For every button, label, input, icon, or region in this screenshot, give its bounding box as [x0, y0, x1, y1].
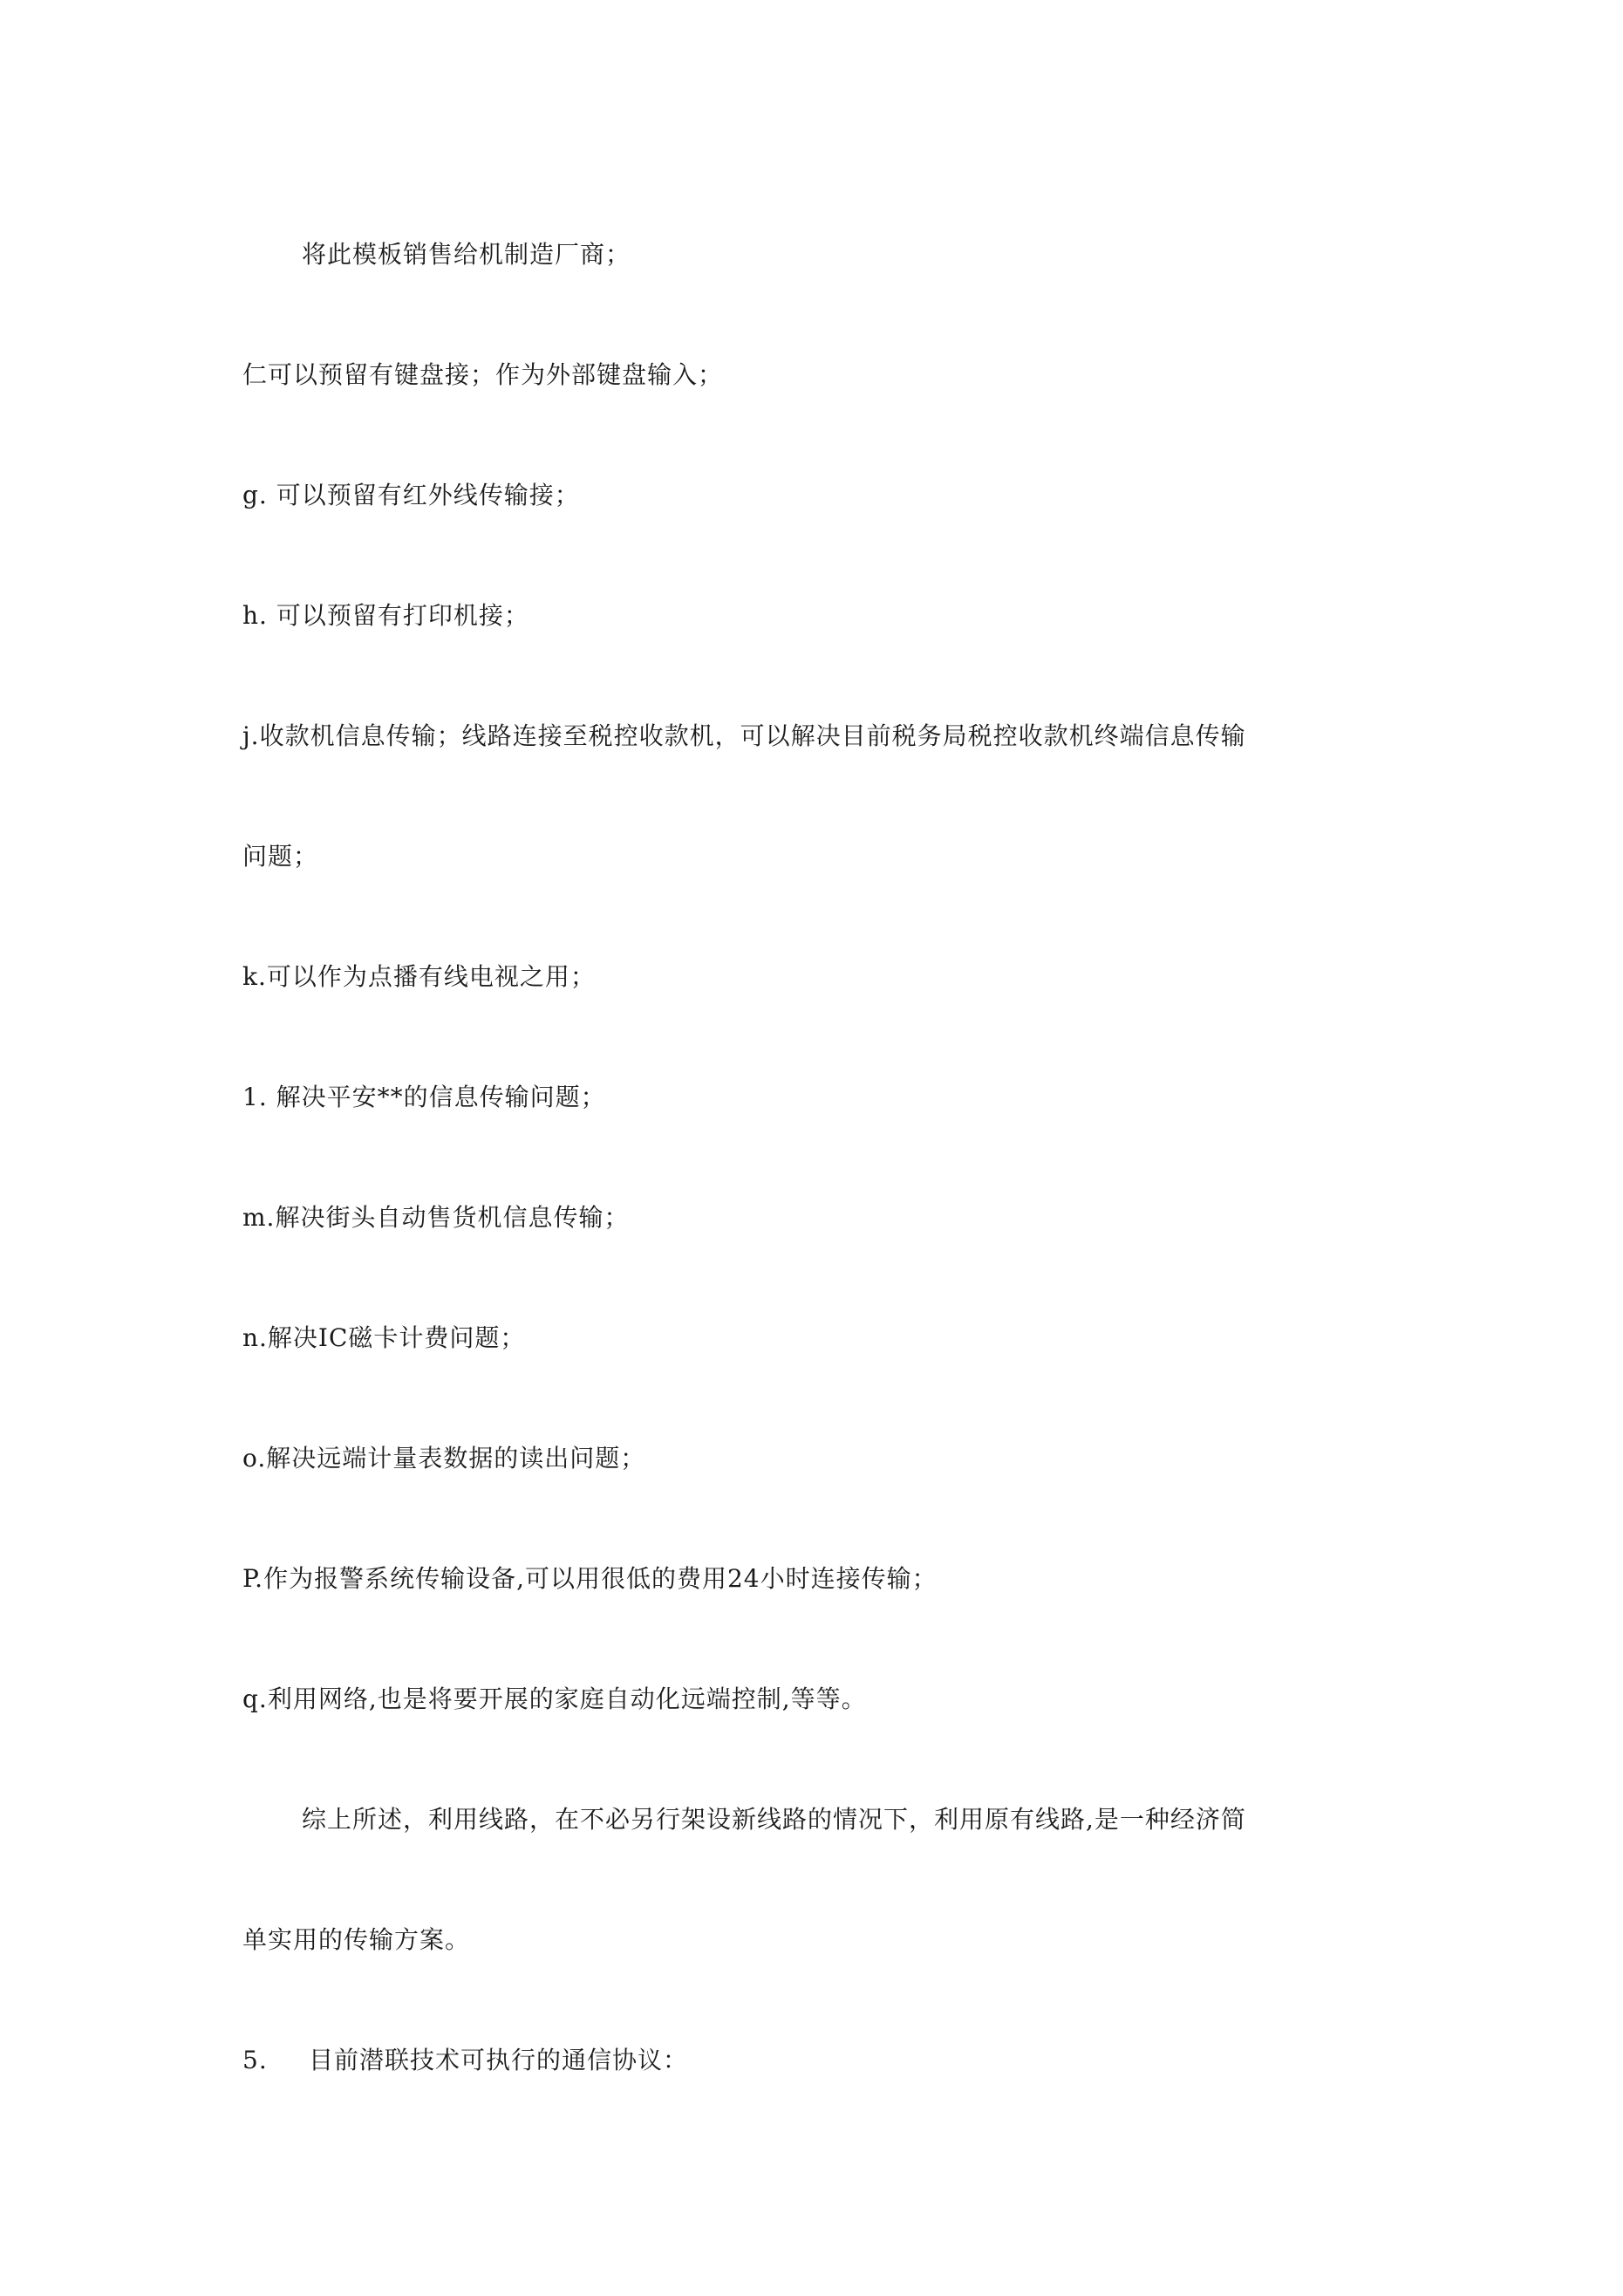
list-item-security: 1. 解决平安**的信息传输问题； [242, 1083, 606, 1111]
list-item-cash-register: j.收款机信息传输；线路连接至税控收款机，可以解决目前税务局税控收款机终端信息传输 [242, 721, 1246, 750]
list-item-cash-register-continued: 问题； [242, 842, 319, 871]
section-number: 5. [242, 2046, 268, 2074]
list-item-printer: h. 可以预留有打印机接； [242, 601, 529, 630]
paragraph-line: 将此模板销售给机制造厂商； [302, 240, 631, 269]
list-item-keyboard: 仁可以预留有键盘接；作为外部键盘输入； [242, 360, 724, 389]
section-title: 目前潜联技术可执行的通信协议： [309, 2046, 689, 2074]
list-item-vending-machine: m.解决街头自动售货机信息传输； [242, 1203, 630, 1232]
list-item-cable-tv: k.可以作为点播有线电视之用； [242, 962, 596, 991]
list-item-meter-reading: o.解决远端计量表数据的读出问题； [242, 1444, 646, 1473]
section-heading [242, 2043, 688, 2078]
list-item-alarm: P.作为报警系统传输设备,可以用很低的费用24小时连接传输； [242, 1564, 938, 1593]
list-item-infrared: g. 可以预留有红外线传输接； [242, 481, 580, 509]
list-item-home-automation: q.利用网络,也是将要开展的家庭自动化远端控制,等等。 [242, 1684, 867, 1713]
summary-paragraph-line-continued: 单实用的传输方案。 [242, 1925, 471, 1954]
list-item-ic-card: n.解决IC磁卡计费问题； [242, 1323, 526, 1352]
summary-paragraph-line: 综上所述，利用线路，在不必另行架设新线路的情况下，利用原有线路,是一种经济简 [302, 1805, 1246, 1834]
